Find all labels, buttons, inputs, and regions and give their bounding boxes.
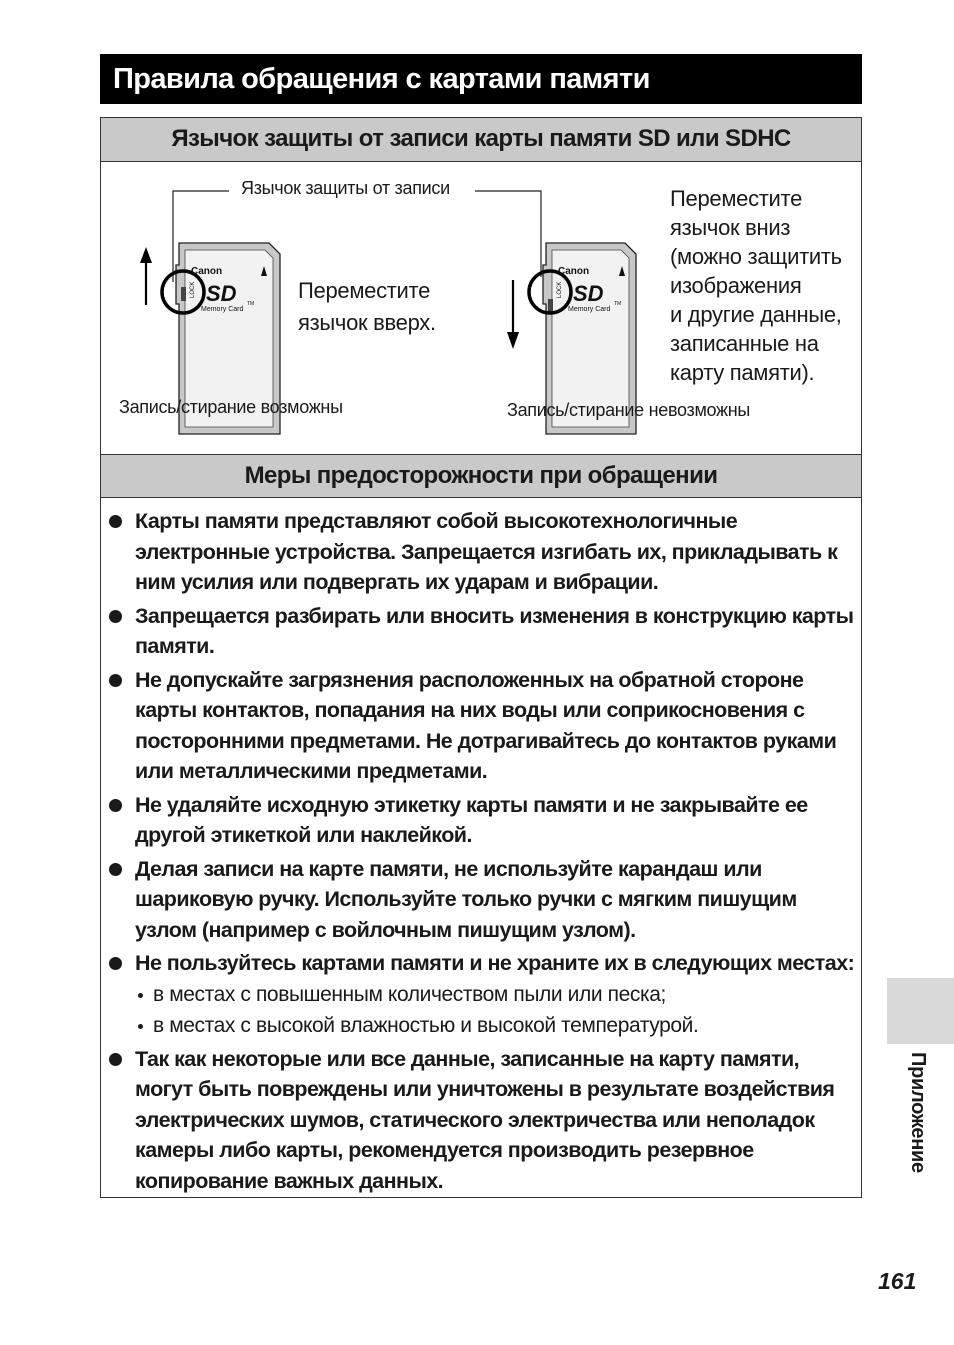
page-title: Правила обращения с картами памяти	[100, 54, 862, 104]
bullet-icon	[109, 863, 122, 876]
sub-bullet-icon	[138, 993, 143, 998]
left-instruction-line: Переместите	[298, 278, 431, 303]
left-instruction-line: язычок вверх.	[298, 310, 436, 335]
sublist-item	[135, 979, 861, 1010]
list-item	[101, 506, 861, 598]
write-protect-tab-callout: Язычок защиты от записи	[241, 178, 450, 198]
card-logo-left: SD	[206, 281, 237, 306]
right-instruction-line: язычок вниз	[670, 215, 791, 240]
bullet-icon	[109, 799, 122, 812]
list-item-text: Так как некоторые или все данные, записанные на карту памяти, могут быть повреждены или уничтожены в результате воздействия электрических шумов, статического электричества или неполадок камеры либо карты, рекомендуется производить резервное копирование важных данных.	[135, 1046, 835, 1193]
list-item	[101, 601, 861, 662]
sublist-item-text: в местах с повышенным количеством пыли или песка;	[153, 982, 666, 1006]
sub-bullet-icon	[138, 1024, 143, 1029]
list-item-text: Не допускайте загрязнения расположенных на обратной стороне карты контактов, попадания на них воды или соприкосновения с посторонними предметами. Не дотрагивайтесь до контактов руками или металлическими предметами.	[135, 667, 837, 783]
list-item-text: Не удаляйте исходную этикетку карты памяти и не закрывайте ее другой этикеткой или наклейкой.	[135, 792, 808, 847]
bullet-icon	[109, 1053, 122, 1066]
sublist-item-text: в местах с высокой влажностью и высокой температурой.	[153, 1013, 699, 1037]
right-instruction-line: изображения	[670, 273, 802, 298]
content-box	[100, 117, 862, 1198]
list-item-text: Карты памяти представляют собой высокотехнологичные электронные устройства. Запрещается изгибать их, прикладывать к ним усилия или подвергать их ударам и вибрации.	[135, 509, 838, 594]
right-instruction-line: и другие данные,	[670, 302, 842, 327]
bullet-icon	[109, 515, 122, 528]
right-instruction-line: карту памяти).	[670, 360, 815, 385]
precautions-list	[101, 506, 861, 1199]
list-item-text: Не пользуйтесь картами памяти и не храните их в следующих местах:	[135, 951, 855, 975]
list-item	[101, 1044, 861, 1197]
bullet-icon	[109, 957, 122, 970]
bullet-icon	[109, 610, 122, 623]
section-heading-precautions: Меры предосторожности при обращении	[101, 454, 861, 498]
left-status: Запись/стирание возможны	[119, 397, 343, 417]
right-instruction-line: (можно защитить	[670, 244, 842, 269]
arrow-down-icon	[507, 280, 519, 349]
card-tm-left: TM	[247, 301, 255, 307]
list-item-text: Делая записи на карте памяти, не используйте карандаш или шариковую ручку. Используйте только ручки с мягким пишущим узлом (например с войлочным пишущим узлом).	[135, 856, 797, 942]
right-status: Запись/стирание невозможны	[507, 400, 751, 420]
lock-tab-right	[548, 299, 553, 313]
card-product-right: Memory Card	[568, 306, 611, 313]
list-item	[101, 948, 861, 1041]
list-item	[101, 790, 861, 851]
list-item-text: Запрещается разбирать или вносить изменения в конструкцию карты памяти.	[135, 603, 854, 658]
lock-tab-left	[181, 287, 186, 301]
arrow-up-icon	[140, 247, 152, 305]
sublist-item	[135, 1010, 861, 1041]
list-item	[101, 665, 861, 787]
write-protect-diagram	[101, 162, 861, 454]
card-brand-right: Canon	[558, 266, 590, 277]
bullet-icon	[109, 674, 122, 687]
list-item	[101, 854, 861, 946]
card-tm-right: TM	[614, 301, 622, 307]
right-instruction-line: Переместите	[670, 186, 803, 211]
card-logo-right: SD	[573, 281, 604, 306]
card-lock-right: LOCK	[557, 281, 563, 298]
right-instruction	[670, 184, 842, 387]
card-product-left: Memory Card	[201, 306, 244, 313]
page-number: 161	[878, 1268, 917, 1294]
sublist	[135, 979, 861, 1041]
card-lock-left: LOCK	[190, 281, 196, 298]
left-instruction	[298, 276, 436, 337]
section-heading-write-protect: Язычок защиты от записи карты памяти SD или SDHC	[101, 118, 861, 162]
card-brand-left: Canon	[191, 266, 223, 277]
right-instruction-line: записанные на	[670, 331, 819, 356]
side-tab	[887, 978, 954, 1044]
side-section-label: Приложение	[907, 1052, 929, 1173]
